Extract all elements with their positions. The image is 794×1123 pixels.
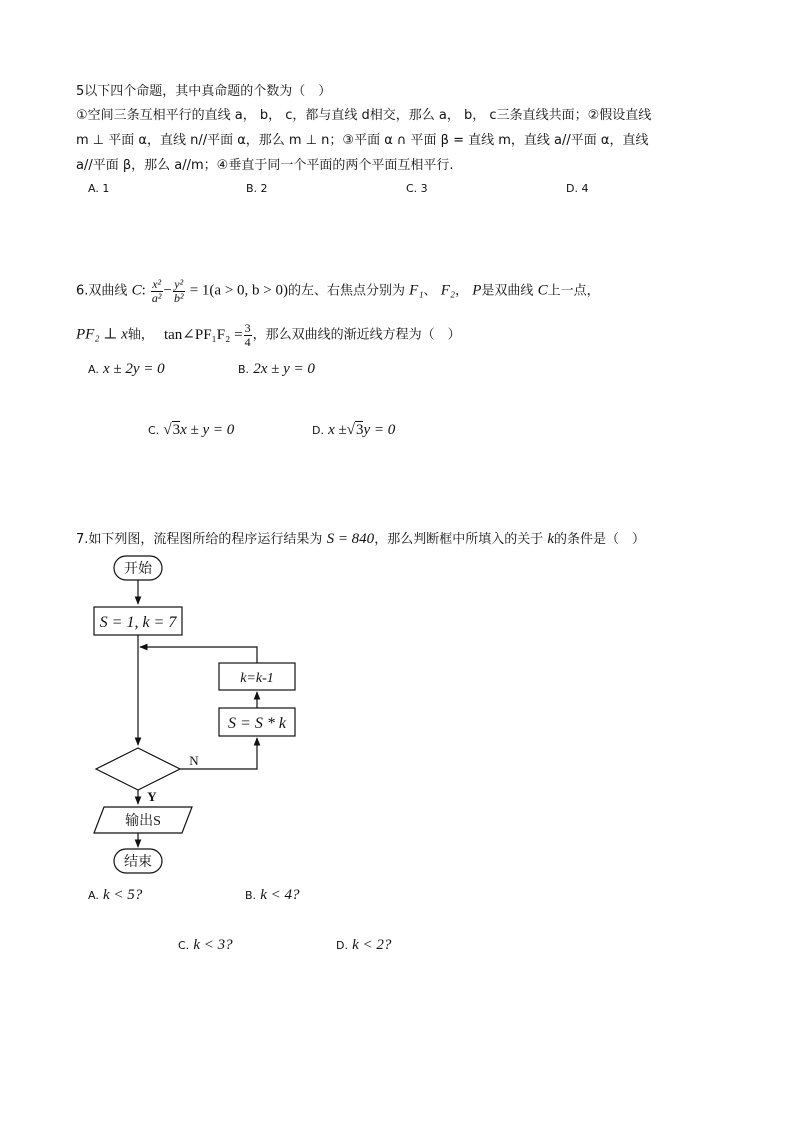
q6-focus-2: F₂ xyxy=(440,282,456,299)
q6-option-c-radicand: 3 xyxy=(172,422,181,438)
q5-line-2: m ⊥ 平面 α，直线 n//平面 α，那么 m ⊥ n；③平面 α ∩ 平面 β = 直线 m，直线 a//平面 α，直线 xyxy=(76,133,649,148)
q6-option-d-root: √ xyxy=(346,422,355,438)
q7-option-b[interactable] xyxy=(245,887,299,904)
q6-equation-rest: = 1(a > 0, b > 0) xyxy=(189,282,288,299)
q6-minus: − xyxy=(163,282,172,299)
q6-text-point-2: 上一点， xyxy=(547,283,600,299)
q6-text-hyperbola: 双曲线 xyxy=(88,283,128,299)
q7-option-d[interactable] xyxy=(336,937,391,954)
q7-option-b-expr: k < 4? xyxy=(260,887,300,903)
q7-option-c[interactable] xyxy=(178,937,233,954)
q7-option-a-label: A. xyxy=(88,889,99,902)
q7-option-c-expr: k < 3? xyxy=(193,937,233,953)
q6-focus-1: F₁ xyxy=(409,282,424,299)
flow-no-label: N xyxy=(189,753,199,768)
q6-denominator-a: a² xyxy=(151,290,162,305)
q5-line-3: a//平面 β，那么 a//m；④垂直于同一个平面的两个平面互相平行. xyxy=(76,158,454,173)
q7-option-b-label: B. xyxy=(245,889,257,902)
q6-option-d-expr: y = 0 xyxy=(363,422,396,438)
q6-option-c-label: C. xyxy=(148,424,160,437)
flow-decision-diamond xyxy=(96,748,180,790)
q6-text-axis: 轴， xyxy=(127,327,154,343)
flow-arrow-loop-back xyxy=(140,647,257,663)
q7-number: 7. xyxy=(76,532,89,547)
q7-option-d-expr: k < 2? xyxy=(352,937,392,953)
q6-point-p: P xyxy=(472,282,482,299)
q7-text-1: 如下列图，流程图所给的程序运行结果为 xyxy=(88,532,323,547)
q5-option-b[interactable]: B. 2 xyxy=(246,182,268,195)
q7-option-d-label: D. xyxy=(336,939,348,952)
q7-text-3: 的条件是（ ） xyxy=(554,532,646,547)
q5-option-a[interactable]: A. 1 xyxy=(88,182,110,195)
q6-curve-name-2: C xyxy=(537,282,548,299)
q7-option-c-label: C. xyxy=(178,939,190,952)
flow-init-label: S = 1, k = 7 xyxy=(99,614,177,631)
q6-text-point: 是双曲线 xyxy=(481,283,534,299)
q6-number: 6. xyxy=(76,283,89,299)
q5-stem: 5以下四个命题，其中真命题的个数为（ ） xyxy=(76,84,332,99)
q7-variable-k: k xyxy=(547,531,555,547)
flow-start-label: 开始 xyxy=(124,562,152,577)
q6-text-foci: 的左、右焦点分别为 xyxy=(288,283,406,299)
q6-tan-numerator: 3 xyxy=(244,321,251,335)
q6-comma: ， xyxy=(455,283,469,299)
q6-tan-denominator: 4 xyxy=(244,334,251,349)
q6-option-c-root: √ xyxy=(163,422,172,438)
q6-curve-name: C xyxy=(131,282,142,299)
q6-numerator-y: y² xyxy=(174,277,184,291)
q6-numerator-x: x² xyxy=(152,277,162,291)
q7-result: S = 840 xyxy=(326,531,375,547)
q6-colon: : xyxy=(141,282,146,299)
flow-decrement-label: k=k-1 xyxy=(240,671,274,686)
flow-end-label: 结束 xyxy=(124,855,152,870)
q6-option-b-expr: 2x ± y = 0 xyxy=(253,361,315,377)
q5-option-c[interactable]: C. 3 xyxy=(406,182,428,195)
q6-option-d-prefix: x ± xyxy=(328,422,347,438)
q6-option-a-label: A. xyxy=(88,363,99,376)
q6-option-a-expr: x ± 2y = 0 xyxy=(102,361,165,377)
q6-text-end: ，那么双曲线的渐近线方程为（ ） xyxy=(252,327,461,343)
q6-option-c-expr: x ± y = 0 xyxy=(180,422,235,438)
q7-text-2: ，那么判断框中所填入的关于 xyxy=(374,532,544,547)
flow-multiply-label: S = S * k xyxy=(228,715,286,732)
q7-option-a-expr: k < 5? xyxy=(102,887,143,903)
q6-separator: 、 xyxy=(423,283,437,299)
q6-tangent: tan∠PF₁F₂ = xyxy=(163,326,243,343)
flow-output-label: 输出S xyxy=(125,814,161,829)
q6-perpendicular: PF₂ ⊥ x xyxy=(76,326,128,343)
q5-option-d[interactable]: D. 4 xyxy=(566,182,589,195)
q6-option-b-label: B. xyxy=(238,363,250,376)
q6-denominator-b: b² xyxy=(173,290,184,305)
flow-yes-label: Y xyxy=(147,789,157,804)
q5-line-1: ①空间三条互相平行的直线 a， b， c，都与直线 d相交，那么 a， b， c三条直线共面；②假设直线 xyxy=(76,108,652,123)
q6-option-d-radicand: 3 xyxy=(355,422,364,438)
q6-option-d-label: D. xyxy=(312,424,324,437)
q7-option-a[interactable] xyxy=(88,887,142,904)
